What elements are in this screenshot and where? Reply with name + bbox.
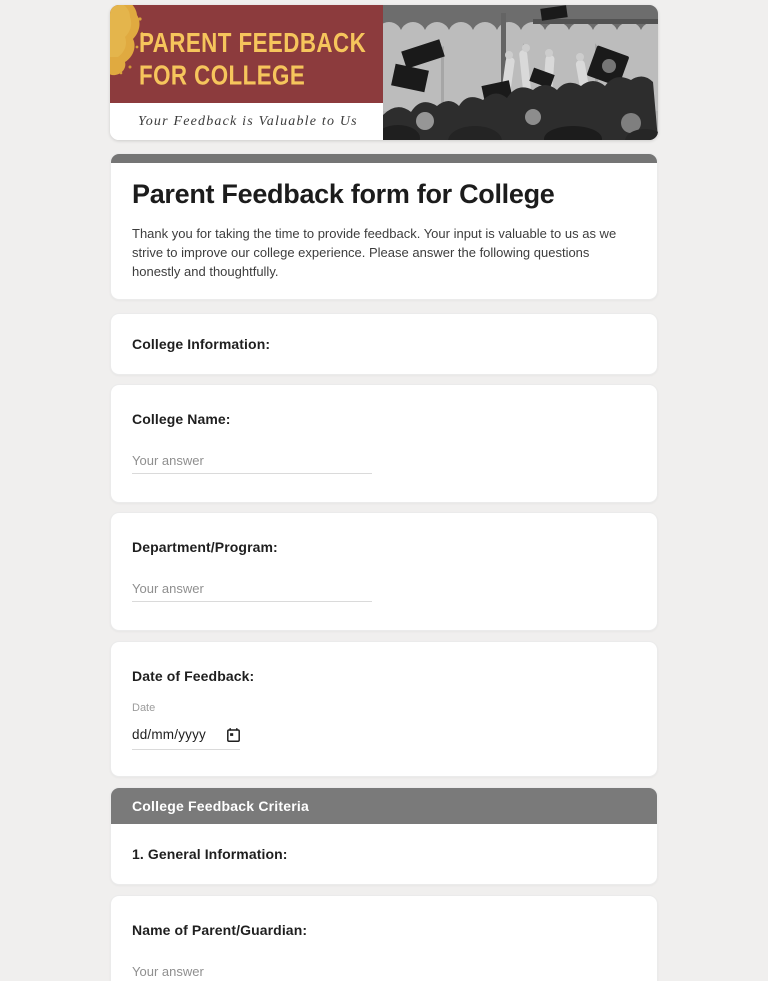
department-program-input[interactable]: Your answer: [132, 581, 372, 602]
college-name-input[interactable]: Your answer: [132, 453, 372, 474]
header-accent-strip: [111, 154, 657, 163]
section-question-label: 1. General Information:: [132, 846, 288, 862]
question-label: College Information:: [132, 336, 271, 352]
banner-title-line2: FOR COLLEGE: [139, 58, 306, 91]
banner-title-line1: PARENT FEEDBACK: [139, 26, 367, 59]
section-header-bar: College Feedback Criteria: [111, 788, 657, 824]
question-card-college-information: [110, 313, 658, 375]
banner-tagline-strip: [110, 103, 383, 140]
question-card-date-of-feedback: [110, 641, 658, 777]
question-label: Date of Feedback:: [132, 668, 255, 684]
section-card-college-feedback-criteria: [110, 787, 658, 885]
form-title: Parent Feedback form for College: [132, 179, 555, 209]
date-input[interactable]: [132, 727, 240, 750]
banner-left-panel: [110, 5, 383, 140]
form-banner: [110, 5, 658, 140]
form-header-card: [110, 153, 658, 300]
form-page: [110, 0, 658, 981]
parent-guardian-name-input[interactable]: Your answer: [132, 964, 372, 981]
date-sublabel: Date: [132, 702, 156, 714]
form-description: Thank you for taking the time to provide feedback. Your input is valuable to us as we strive to improve our college experience. Please answer the following questions honestly and thoughtfully.: [132, 226, 617, 279]
question-card-parent-guardian-name: [110, 895, 658, 981]
question-card-department-program: [110, 512, 658, 631]
question-label: College Name:: [132, 411, 231, 427]
calendar-icon[interactable]: [227, 728, 240, 742]
date-placeholder[interactable]: dd/mm/yyyy: [132, 727, 207, 742]
question-label: Department/Program:: [132, 539, 278, 555]
question-card-college-name: [110, 384, 658, 503]
question-label: Name of Parent/Guardian:: [132, 922, 308, 938]
graduation-photo: [383, 5, 658, 140]
banner-tagline: Your Feedback is Valuable to Us: [138, 113, 358, 129]
banner-title: [139, 26, 366, 91]
banner-title-block: [110, 5, 383, 103]
